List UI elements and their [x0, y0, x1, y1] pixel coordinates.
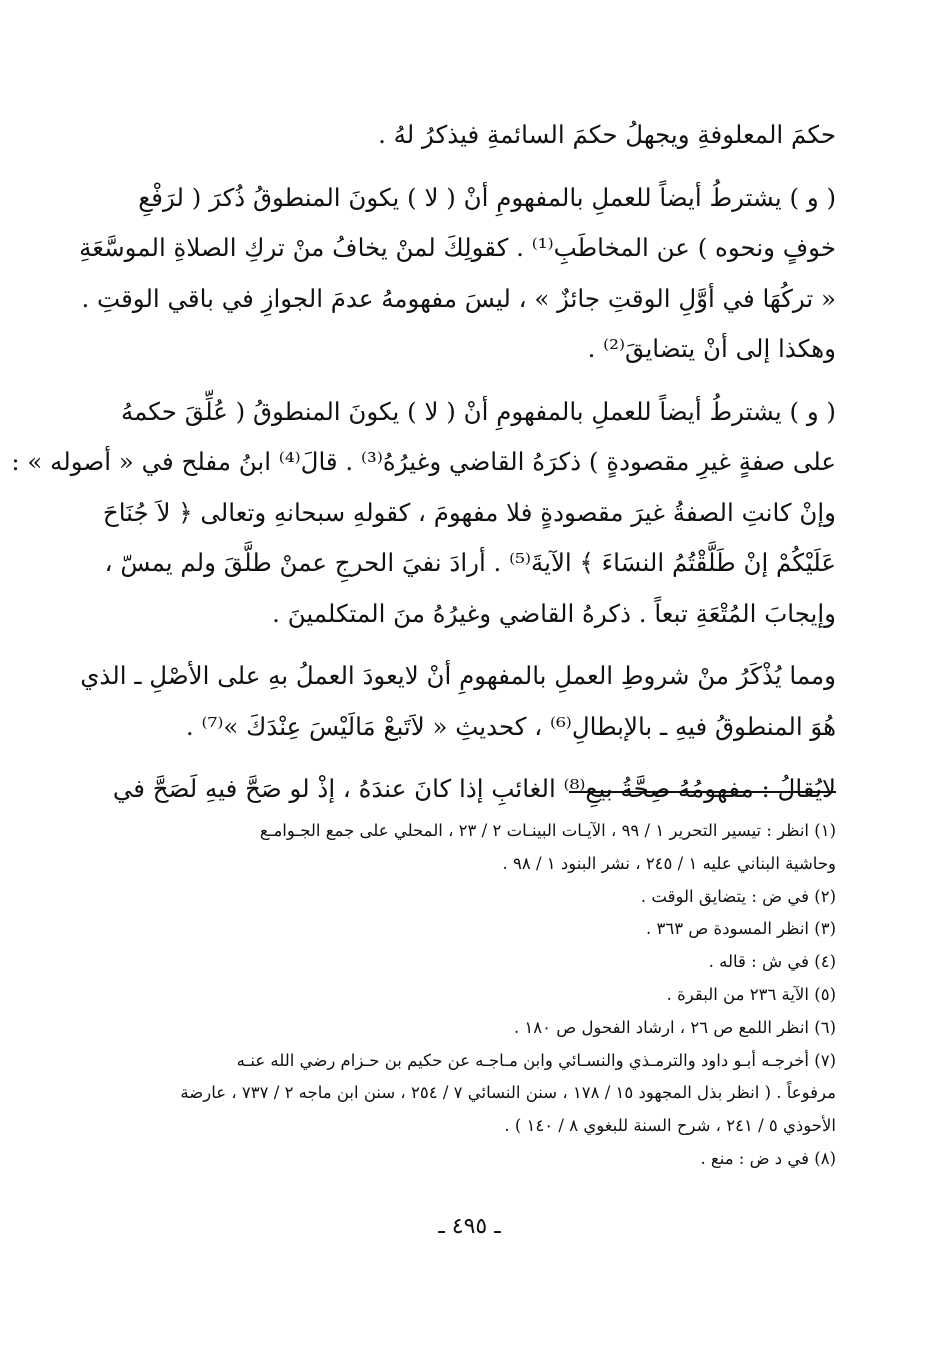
footnotes — [136, 815, 836, 1176]
paragraph-1 — [136, 110, 836, 161]
text-line: ومما يُذْكَرُ منْ شروطِ العملِ بالمفهومِ أنْ لايعودَ العملُ بهِ على الأصْلِ ـ الذي — [80, 661, 836, 690]
footnote-line: (٤) في ش : قاله . — [708, 952, 836, 972]
paragraph-5 — [112, 764, 836, 815]
text-line: عَلَيْكُمْ إنْ طَلَّقْتُمُ النسَاءَ ﴾ الآيةَ⁽⁵⁾ . أرادَ نفيَ الحرجِ عمنْ طلَّقَ ولم يمسّ ، — [104, 548, 836, 577]
footnote-line: الأحوذي ٥ / ٢٤١ ، شرح السنة للبغوي ٨ / ١٤٠ ) . — [504, 1116, 836, 1136]
footnote-line: مرفوعاً . ( انظر بذل المجهود ١٥ / ١٧٨ ، سنن النسائي ٧ / ٢٥٤ ، سنن ابن ماجه ٢ / ٧٣٧ ، عارضة — [180, 1083, 836, 1103]
paragraph-3 — [11, 387, 836, 640]
text-line: « تركُهَا في أوَّلِ الوقتِ جائزٌ » ، ليسَ مفهومهُ عدمَ الجوازِ في باقي الوقتِ . — [81, 283, 836, 313]
footnote-line: (٢) في ض : يتضايق الوقت . — [640, 886, 836, 906]
footnote-line: (١) انظر : تيسير التحرير ١ / ٩٩ ، الآيـات البينـات ٢ / ٢٣ ، المحلي على جمع الجـوامـع — [259, 821, 836, 840]
footnote-line: (٦) انظر اللمع ص ٢٦ ، ارشاد الفحول ص ١٨٠ . — [513, 1017, 836, 1037]
text-line: وهكذا إلى أنْ يتضايقَ⁽²⁾ . — [587, 334, 836, 363]
footnote-line: (٥) الآية ٢٣٦ من البقرة . — [666, 984, 836, 1004]
footnote-line: وحاشية البناني عليه ١ / ٢٤٥ ، نشر البنود ١ / ٩٨ . — [502, 853, 836, 873]
text-line: وإنْ كانتِ الصفةُ غيرَ مقصودةٍ فلا مفهومَ ، كقولهِ سبحانهِ وتعالى ﴿ لاَ جُنَاحَ — [102, 497, 836, 527]
text-line: لايُقالُ : مفهومُهُ صِحَّةُ بيعِ⁽⁸⁾ الغائبِ إذا كانَ عندَهُ ، إذْ لو صَحَّ فيهِ لَصَحَّ في — [112, 774, 836, 803]
main-text — [11, 110, 836, 815]
text-line: حكمَ المعلوفةِ ويجهلُ حكمَ السائمةِ فيذكرُ لهُ . — [378, 120, 836, 149]
paragraph-4 — [80, 651, 836, 752]
footnote-line: (٧) أخرجـه أبـو داود والترمـذي والنسـائي وابن مـاجـه عن حكيم بن حـزام رضي الله عنـه — [236, 1050, 836, 1070]
text-line: على صفةٍ غيرِ مقصودةٍ ) ذكرَهُ القاضي وغيرُهُ⁽³⁾ . قالَ⁽⁴⁾ ابنُ مفلح في « أصوله » : — [11, 447, 836, 476]
text-line: خوفٍ ونحوه ) عن المخاطَبِ⁽¹⁾ . كقولِكَ لمنْ يخافُ منْ تركِ الصلاةِ الموسَّعَةِ — [79, 233, 836, 262]
text-line: ( و ) يشترطُ أيضاً للعملِ بالمفهومِ أنْ ( لا ) يكونَ المنطوقُ ذُكرَ ( لرَفْعِ — [138, 182, 836, 212]
text-line: ( و ) يشترطُ أيضاً للعملِ بالمفهومِ أنْ ( لا ) يكونَ المنطوقُ ( عُلِّقَ حكمهُ — [120, 396, 836, 426]
text-line: هُوَ المنطوقُ فيهِ ـ بالإبطالِ⁽⁶⁾ ، كحديثِ « لاَتَبعْ مَالَيْسَ عِنْدَكَ »⁽⁷⁾ . — [185, 711, 836, 741]
footnote-line: (٨) في د ض : منع . — [700, 1148, 836, 1168]
paragraph-2 — [79, 173, 836, 375]
footnote-line: (٣) انظر المسودة ص ٣٦٣ . — [646, 919, 836, 939]
page-number: ـ ٤٩٥ ـ — [438, 1214, 501, 1239]
footnote-separator — [569, 791, 836, 793]
text-line: وإيجابَ المُتْعَةِ تبعاً . ذكرهُ القاضي وغيرُهُ منَ المتكلمينَ . — [272, 598, 836, 628]
